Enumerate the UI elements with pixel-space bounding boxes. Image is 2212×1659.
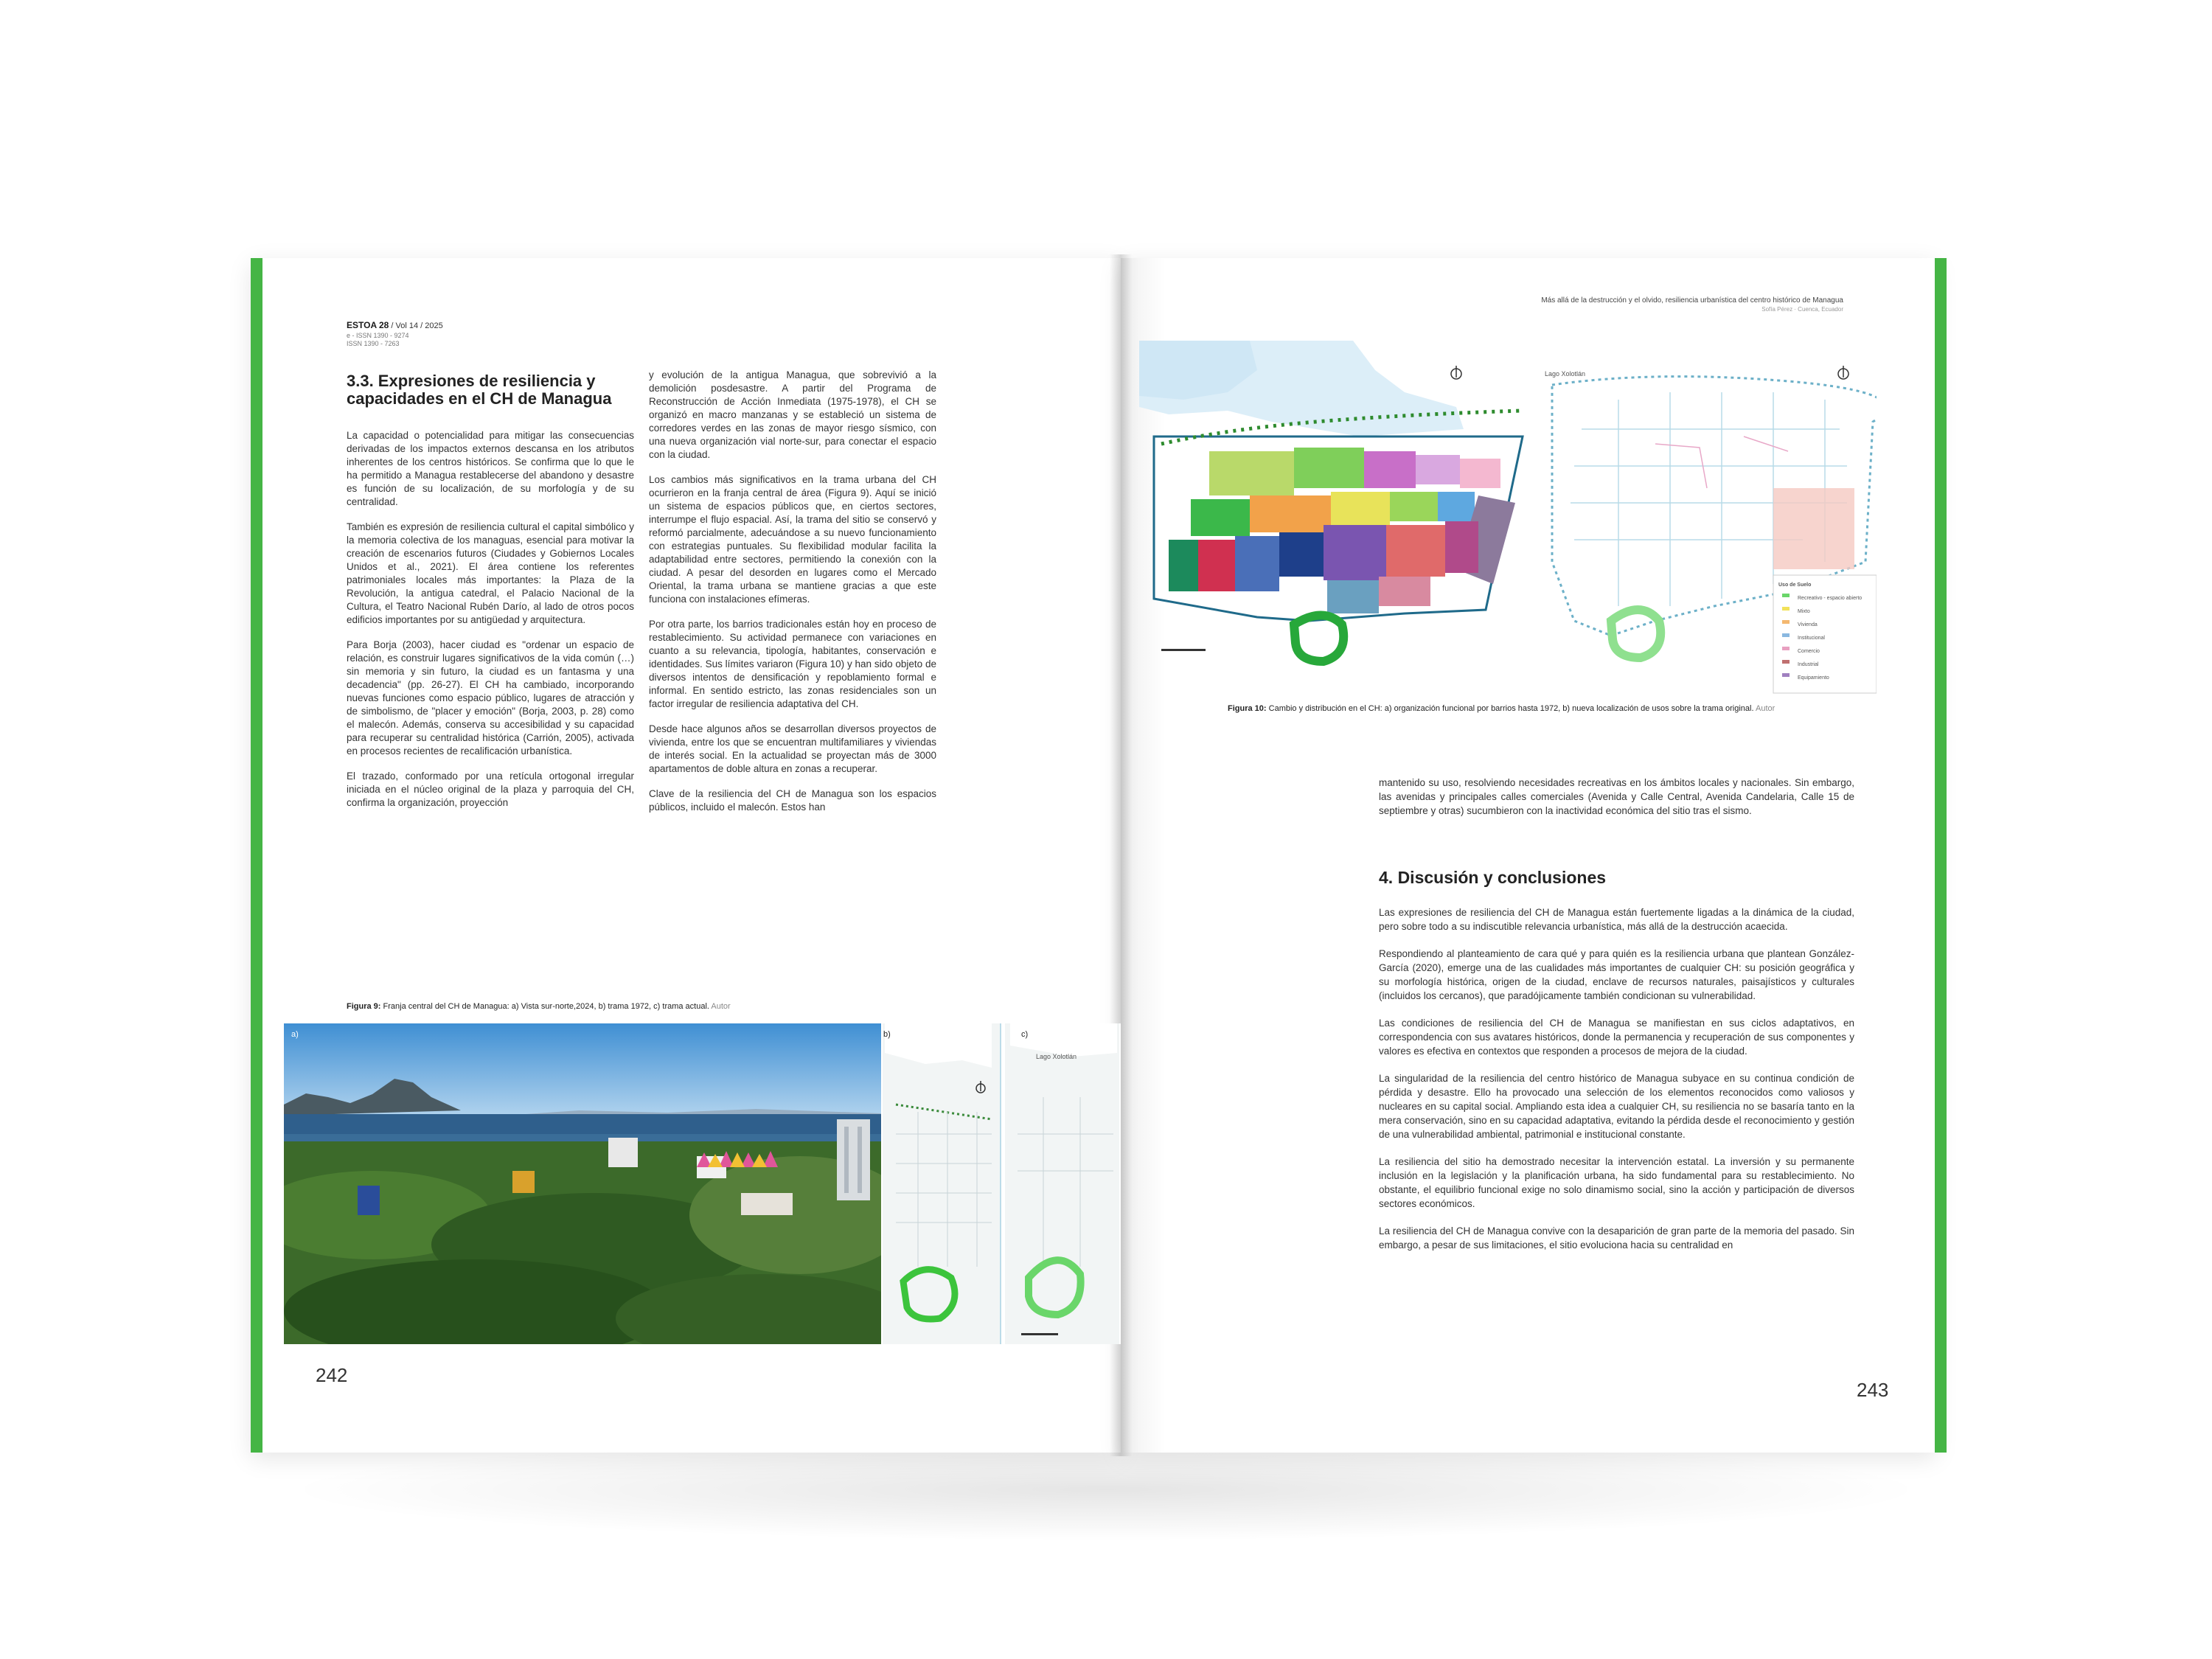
figure-10-caption: [1228, 703, 1891, 714]
figure-9-source: Autor: [711, 1002, 731, 1011]
figure-9c-label: c): [1021, 1030, 1029, 1039]
paragraph: Para Borja (2003), hacer ciudad es "ordenar un espacio de relación, es construir lugares significativos de la vida común (…) sin memoria y sin futuro, la ciudad es un fantasma y una decadencia" (pp. 26-27). El CH ha cambiado, incorporando nuevas funciones como espacio público, lugares de atracción y de simbolismo, de "placer y emoción" (Borja, 2003, p. 28) como el malecón. Además, conserva su accesibilidad y su capacidad para recuperar su centralidad histórica (Carrión, 2005), activada en procesos recientes de recalificación urbanística.: [347, 639, 634, 757]
journal-issn-1: e - ISSN 1390 - 9274: [347, 332, 409, 339]
running-header: [1541, 296, 1843, 314]
figure-9a-photo: [284, 1023, 881, 1344]
paragraph: Desde hace algunos años se desarrollan diversos proyectos de vivienda, entre los que se encuentran multifamiliares y viviendas de interés social. En la actualidad se proyectan más de 3000 apartamentos de doble altura en zonas a recuperar.: [649, 723, 936, 774]
legend-item: Equipamiento: [1798, 675, 1829, 681]
figure-9-lake-label: Lago Xolotlán: [1036, 1053, 1077, 1060]
figure-9a-label: a): [291, 1030, 299, 1039]
figure-9-maps: [881, 1023, 1121, 1344]
legend-title: Uso de Suelo: [1778, 582, 1812, 588]
right-column-conclusions: [1379, 905, 1854, 1265]
paragraph: La capacidad o potencialidad para mitigar las consecuencias derivadas de los impactos externos descansa en los atributos inherentes de los centros históricos. Se confirma que lo que le ha permitido a Managua restablecerse del abandono y desastre es función de su localización, de su morfología y de su centralidad.: [347, 430, 634, 507]
paragraph: El trazado, conformado por una retícula ortogonal irregular iniciada en el núcleo original de la plaza y parroquia del CH, confirma la organización, proyección: [347, 771, 634, 808]
paragraph: Respondiendo al planteamiento de cara qué y para quién es la resiliencia urbana que plantean González-García (2020), emerge una de las cualidades más importantes de cualquier CH: su posición geográfica y su morfología histórica, origen de la ciudad, enclave de recursos naturales, paisajísticos y culturales (incluidos los cercanos), que paradójicamente también condicionan su vulnerabilidad.: [1379, 948, 1854, 1001]
journal-info: [347, 319, 443, 348]
legend-item: Industrial: [1798, 662, 1819, 667]
figure-10-text: Cambio y distribución en el CH: a) organización funcional por barrios hasta 1972, b) nueva localización de usos sobre la trama original.: [1266, 704, 1756, 713]
legend-item: Institucional: [1798, 636, 1825, 641]
book-shadow: [280, 1438, 1932, 1541]
journal-issue: / Vol 14 / 2025: [389, 321, 443, 330]
journal-issn-2: ISSN 1390 - 7263: [347, 340, 400, 347]
figure-10-label: Figura 10:: [1228, 704, 1267, 713]
left-column-2: [649, 369, 936, 826]
legend-item: Recreativo - espacio abierto: [1798, 596, 1863, 601]
right-column-continuation: mantenido su uso, resolviendo necesidades recreativas en los ámbitos locales y nacionales. Sin embargo, las avenidas y principales calles comerciales (Avenida y Calle Central, Avenida Candelaria, Calle 15 de septiembre y otras) sucumbieron con la inactividad económica del sitio tras el sismo.: [1379, 777, 1854, 816]
paragraph: Las condiciones de resiliencia del CH de Managua se manifiestan en sus ciclos adaptativos, en correspondencia con sus avatares históricos, donde la permanencia y recuperación de sus componentes y valores es efectiva en contextos que responden a procesos de mejora de la ciudad.: [1379, 1018, 1854, 1057]
figure-9-text: Franja central del CH de Managua: a) Vista sur-norte,2024, b) trama 1972, c) trama actual.: [380, 1002, 712, 1011]
paragraph: La singularidad de la resiliencia del centro histórico de Managua subyace en su continua condición de pérdida y desastre. Ello ha provocado una selección de los elementos reconocidos como valiosos y nucleares en su capital social. Ampliando esta idea a cualquier CH, su resiliencia no se basaría tanto en la mera conservación, sino en su capacidad adaptativa, evitando la pérdida desde el reconocimiento y gestión de una vulnerabilidad ambiental, patrimonial e institucional constante.: [1379, 1073, 1854, 1140]
figure-10-source: Autor: [1756, 704, 1775, 713]
paragraph: Por otra parte, los barrios tradicionales están hoy en proceso de restablecimiento. Su actividad permanece con variaciones en cuanto a su relevancia, tipología, habitantes, conservación e identidades. Sus límites variaron (Figura 10) y han sido objeto de diversos intentos de densificación y repoblamiento formal e informal. En sentido estricto, las zonas residenciales son un factor irregular de resiliencia adaptativa del CH.: [649, 619, 936, 709]
figure-10-legend: [1778, 579, 1874, 685]
page-number-left: 242: [316, 1364, 348, 1386]
legend-item: Mixto: [1798, 609, 1810, 614]
page-number-right: 243: [1857, 1379, 1889, 1401]
running-header-author: Sofía Pérez · Cuenca, Ecuador: [1761, 306, 1843, 313]
paragraph: Los cambios más significativos en la trama urbana del CH ocurrieron en la franja central de área (Figura 9). Aquí se inició un sistema de espacios públicos que, en ciertos sectores, interrumpe el flujo espacial. Así, la trama del sitio se conservó y reformó parcialmente, adecuándose a su nuevo funcionamiento con estrategias puntuales. Su flexibilidad modular facilita la adaptabilidad entre sectores, permitiendo la conexión con la ciudad. A pesar del desorden en lugares como el Mercado Oriental, la trama urbana se mantiene gracias a que este funciona con instalaciones efímeras.: [649, 474, 936, 605]
figure-9b-label: b): [883, 1030, 891, 1039]
left-green-edge: [251, 258, 262, 1453]
figure-10-lake-label: Lago Xolotlán: [1545, 370, 1586, 378]
left-column-1: [347, 429, 634, 821]
paragraph: Las expresiones de resiliencia del CH de Managua están fuertemente ligadas a la dinámica de la ciudad, pero sobre todo a su indiscutible relevancia urbanística, más allá de la destrucción acaecida.: [1379, 907, 1854, 932]
paragraph: La resiliencia del sitio ha demostrado necesitar la intervención estatal. La inversión y su permanente inclusión en la legislación y la planificación urbana, ha sido fundamental para su restablecimiento. No obstante, el equilibrio funcional exige no solo dinamismo social, sino la acción y participación de diversos sectores económicos.: [1379, 1156, 1854, 1209]
paragraph: También es expresión de resiliencia cultural el capital simbólico y la memoria colectiva de los managuas, esencial para motivar la creación de escenarios futuros (Ciudades y Gobiernos Locales Unidos et al., 2021). El área contiene los referentes patrimoniales locales más importantes: la Plaza de la Revolución, la antigua catedral, el Palacio Nacional de la Cultura, el Teatro Nacional Rubén Darío, al lado de otros pocos edificios importantes por su antigüedad y arquitectura.: [347, 521, 634, 625]
right-green-edge: [1935, 258, 1947, 1453]
paragraph: La resiliencia del CH de Managua convive con la desaparición de gran parte de la memoria del pasado. Sin embargo, a pesar de sus limitaciones, el sitio evoluciona hacia su centralidad en: [1379, 1225, 1854, 1251]
legend-item: Vivienda: [1798, 622, 1818, 627]
figure-9-label: Figura 9:: [347, 1002, 381, 1011]
legend-item: Comercio: [1798, 649, 1820, 654]
section-title-4: 4. Discusión y conclusiones: [1379, 868, 1607, 887]
paragraph: Clave de la resiliencia del CH de Managua son los espacios públicos, incluido el malecón. Estos han: [649, 788, 936, 813]
figure-9-caption: [347, 1001, 936, 1012]
running-header-title: Más allá de la destrucción y el olvido, resiliencia urbanística del centro histórico de Managua: [1541, 296, 1843, 305]
figure-10-maps: [1139, 341, 1877, 702]
section-title-3-3: 3.3. Expresiones de resiliencia y capacidades en el CH de Managua: [347, 372, 612, 408]
journal-name: ESTOA 28: [347, 320, 389, 330]
paragraph: y evolución de la antigua Managua, que sobrevivió a la demolición posdesastre. A partir del Programa de Reconstrucción de Acción Inmediata (1975-1978), el CH se organizó en macro manzanas y se estableció un sistema de corredores verdes en las zonas de mayor riesgo sísmico, con una nueva organización vial norte-sur, para conectar el espacio con la ciudad.: [649, 369, 936, 460]
